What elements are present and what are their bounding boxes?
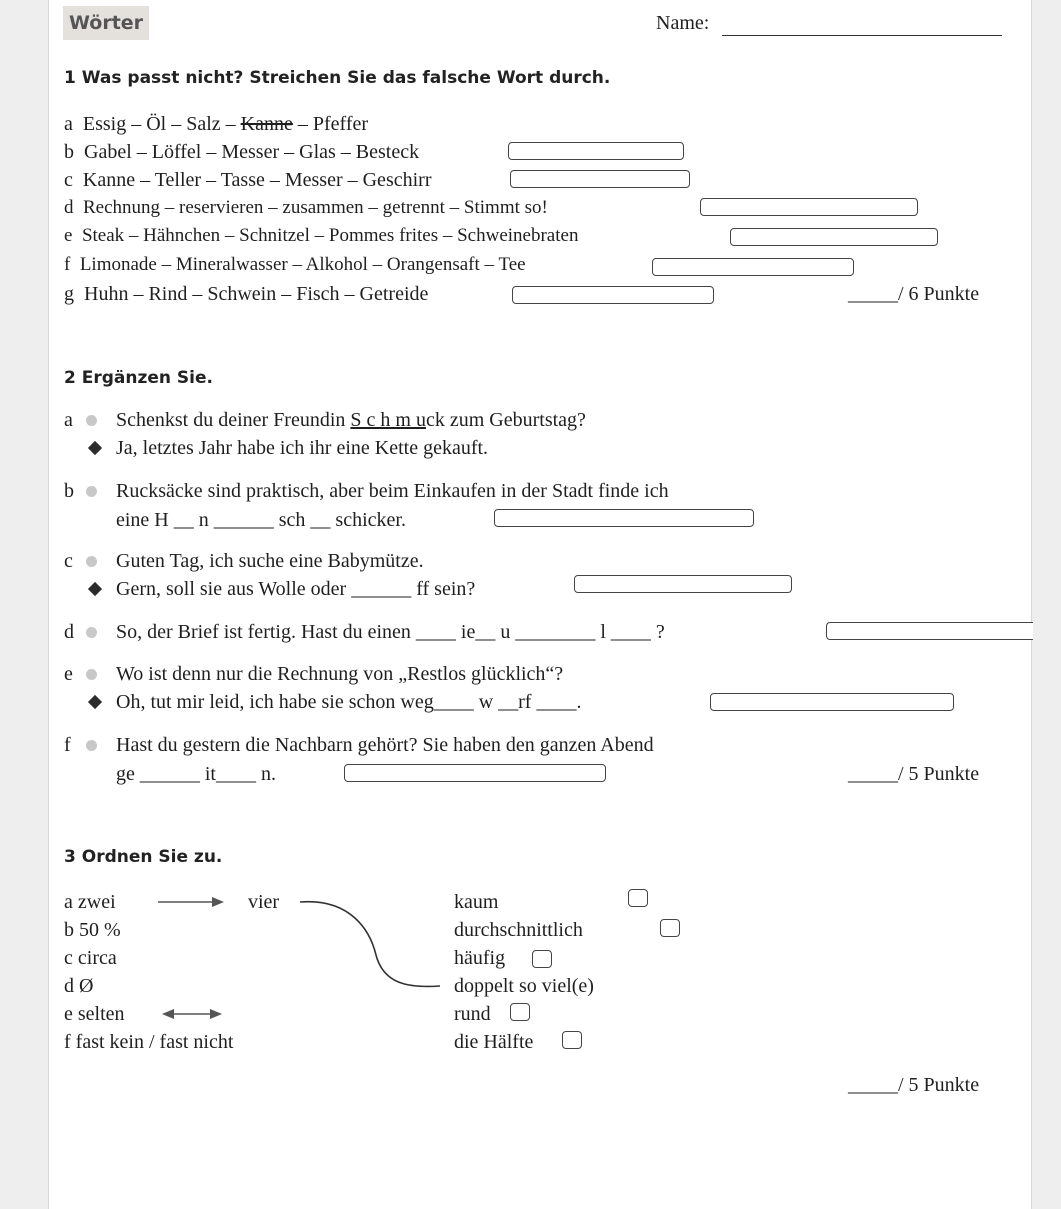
right-arrow-icon xyxy=(158,897,224,907)
ex2-e-question: Wo ist denn nur die Rechnung von „Restlos glücklich“? xyxy=(116,663,564,685)
left-term: selten xyxy=(77,1003,125,1025)
ex3-right-2: durchschnittlich xyxy=(454,919,583,941)
ex3-right-3: häufig xyxy=(454,947,506,969)
answer-checkbox[interactable] xyxy=(628,889,648,907)
ex2-letter-e: e xyxy=(64,663,73,685)
ex3-right-5: rund xyxy=(454,1003,491,1025)
answer-checkbox[interactable] xyxy=(510,1003,530,1021)
ex3-score: _____/ 5 Punkte xyxy=(848,1074,980,1096)
ex2-letter-d: d xyxy=(64,621,74,643)
ex2-a-answer: Ja, letztes Jahr habe ich ihr eine Kette gekauft. xyxy=(116,437,489,459)
ex2-c-answer: Gern, soll sie aus Wolle oder ______ ff sein? xyxy=(116,578,476,600)
word-list: Limonade – Mineralwasser – Alkohol – Orangensaft – Tee xyxy=(79,254,526,275)
left-term: circa xyxy=(77,947,117,969)
left-term: 50 % xyxy=(79,919,121,941)
question-text-end: ck zum Geburtstag? xyxy=(425,409,586,431)
ex3-right-1: kaum xyxy=(454,891,499,913)
ex2-letter-b: b xyxy=(64,480,74,502)
word-list: Rechnung – reservieren – zusammen – getrennt – Stimmt so! xyxy=(83,197,548,218)
exercise-2-heading: 2 Ergänzen Sie. xyxy=(64,368,213,388)
left-term: Ø xyxy=(79,975,94,997)
worksheet-title: Wörter xyxy=(63,6,149,40)
row-letter: g xyxy=(64,283,74,305)
ex2-e-answer: Oh, tut mir leid, ich habe sie schon weg____ w __rf ____. xyxy=(116,691,582,713)
row-letter: b xyxy=(64,919,74,941)
ex2-c-question: Guten Tag, ich suche eine Babymütze. xyxy=(116,550,424,572)
row-letter: b xyxy=(64,141,74,163)
ex2-b-line2: eine H __ n ______ sch __ schicker. xyxy=(116,509,406,531)
exercise-3-heading: 3 Ordnen Sie zu. xyxy=(64,847,223,867)
ex1-score: _____/ 6 Punkte xyxy=(848,283,980,305)
word-list-end: – Pfeffer xyxy=(292,113,369,135)
example-answer: S c h m u xyxy=(350,409,426,431)
word-list: Gabel – Löffel – Messer – Glas – Besteck xyxy=(84,141,420,163)
word-list: Huhn – Rind – Schwein – Fisch – Getreide xyxy=(84,283,429,305)
row-letter: c xyxy=(64,947,73,969)
struck-word: Kanne xyxy=(240,113,293,135)
row-letter: a xyxy=(64,113,73,135)
example-target-word: vier xyxy=(248,891,280,913)
ex2-letter-c: c xyxy=(64,550,73,572)
left-term: fast kein / fast nicht xyxy=(75,1031,234,1053)
row-letter: e xyxy=(64,1003,73,1025)
answer-checkbox[interactable] xyxy=(562,1031,582,1049)
row-letter: f xyxy=(64,254,71,275)
ex2-d-question: So, der Brief ist fertig. Hast du einen ____ ie__ u ________ l ____ ? xyxy=(116,621,665,643)
word-list: Steak – Hähnchen – Schnitzel – Pommes frites – Schweinebraten xyxy=(81,225,579,246)
answer-checkbox[interactable] xyxy=(532,950,552,968)
row-letter: d xyxy=(64,197,74,218)
row-letter: e xyxy=(64,225,73,246)
ex3-right-4: doppelt so viel(e) xyxy=(454,975,594,997)
word-list: Kanne – Teller – Tasse – Messer – Geschirr xyxy=(82,169,432,191)
question-text: Schenkst du deiner Freundin xyxy=(116,409,351,431)
left-term: zwei xyxy=(77,891,116,913)
ex2-score: _____/ 5 Punkte xyxy=(848,763,980,785)
exercise-1-heading: 1 Was passt nicht? Streichen Sie das falsche Wort durch. xyxy=(64,68,611,88)
row-letter: c xyxy=(64,169,73,191)
example-connector-line xyxy=(300,902,440,987)
word-list: Essig – Öl – Salz – xyxy=(82,113,241,135)
answer-checkbox[interactable] xyxy=(660,919,680,937)
ex2-f-line1: Hast du gestern die Nachbarn gehört? Sie haben den ganzen Abend xyxy=(116,734,654,756)
ex2-letter-f: f xyxy=(64,734,71,756)
double-arrow-icon xyxy=(162,1009,222,1019)
ex2-letter-a: a xyxy=(64,409,73,431)
ex2-b-line1: Rucksäcke sind praktisch, aber beim Einkaufen in der Stadt finde ich xyxy=(116,480,669,502)
row-letter: d xyxy=(64,975,74,997)
row-letter: a xyxy=(64,891,73,913)
ex2-f-line2: ge ______ it____ n. xyxy=(116,763,276,785)
ex3-right-6: die Hälfte xyxy=(454,1031,534,1053)
row-letter: f xyxy=(64,1031,71,1053)
name-label: Name: xyxy=(656,12,710,34)
